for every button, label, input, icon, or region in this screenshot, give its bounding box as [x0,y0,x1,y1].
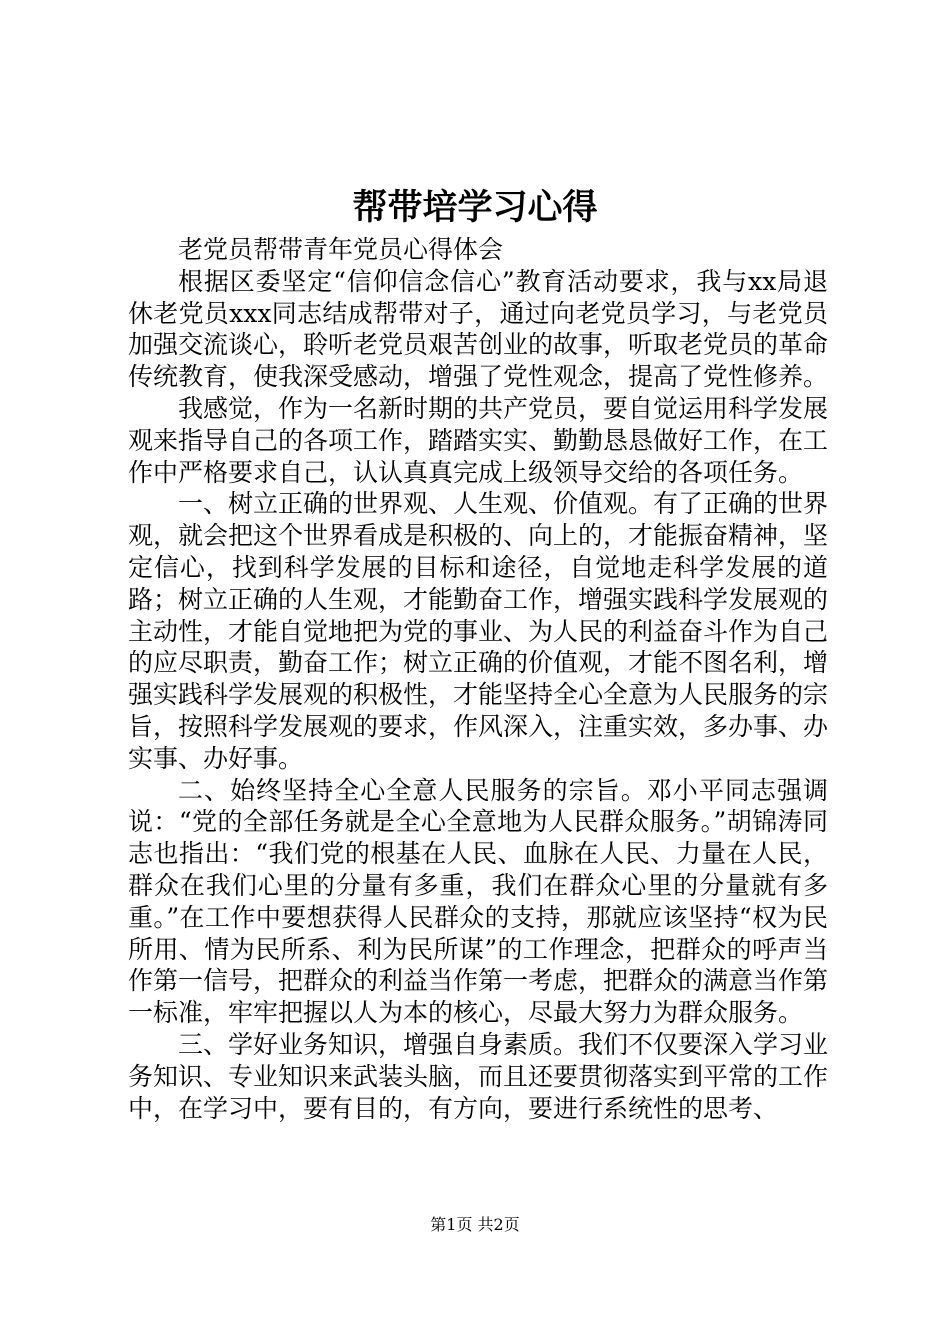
paragraph-feeling: 我感觉，作为一名新时期的共产党员，要自觉运用科学发展观来指导自己的各项工作，踏踏实实、勤勤恳恳做好工作，在工作中严格要求自己，认认真真完成上级领导交给的各项任务。 [128,393,829,487]
paragraph-point-three: 三、学好业务知识，增强自身素质。我们不仅要深入学习业务知识、专业知识来武装头脑，而且还要贯彻落实到平常的工作中，在学习中，要有目的，有方向，要进行系统性的思考、 [128,1029,829,1123]
page-number-footer: 第1页 共2页 [430,1215,520,1234]
paragraph-intro: 根据区委坚定“信仰信念信心”教育活动要求，我与xx局退休老党员xxx同志结成帮带对子，通过向老党员学习，与老党员加强交流谈心，聆听老党员艰苦创业的故事，听取老党员的革命传统教育，使我深受感动，增强了党性观念，提高了党性修养。 [128,266,829,392]
paragraph-subtitle: 老党员帮带青年党员心得体会 [178,235,504,264]
document-title: 帮带培学习心得 [352,187,598,228]
paragraph-point-two: 二、始终坚持全心全意人民服务的宗旨。邓小平同志强调说：“党的全部任务就是全心全意地为人民群众服务。”胡锦涛同志也指出：“我们党的根基在人民、血脉在人民、力量在人民，群众在我们心里的分量有多重，我们在群众心里的分量就有多重。”在工作中要想获得人民群众的支持，那就应该坚持“权为民所用、情为民所系、利为民所谋”的工作理念，把群众的呼声当作第一信号，把群众的利益当作第一考虑，把群众的满意当作第一标准，牢牢把握以人为本的核心，尽最大努力为群众服务。 [128,775,829,1028]
paragraph-point-one: 一、树立正确的世界观、人生观、价值观。有了正确的世界观，就会把这个世界看成是积极的、向上的，才能振奋精神，坚定信心，找到科学发展的目标和途径，自觉地走科学发展的道路；树立正确的人生观，才能勤奋工作，增强实践科学发展观的主动性，才能自觉地把为党的事业、为人民的利益奋斗作为自己的应尽职责，勤奋工作；树立正确的价值观，才能不图名利，增强实践科学发展观的积极性，才能坚持全心全意为人民服务的宗旨，按照科学发展观的要求，作风深入，注重实效，多办事、办实事、办好事。 [128,489,829,773]
document-body [128,234,828,1124]
